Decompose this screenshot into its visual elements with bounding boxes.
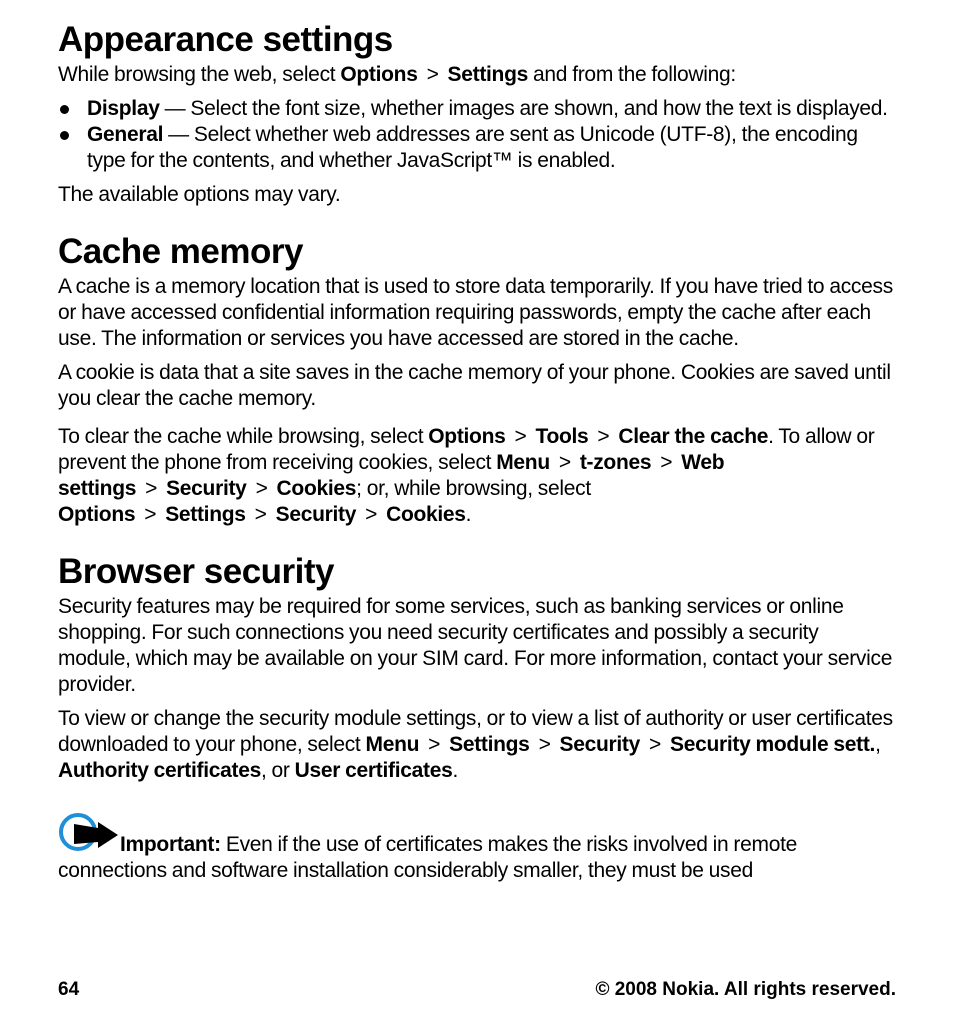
options-label: Options [340,63,418,86]
cache-para-2: A cookie is data that a site saves in the cache memory of your phone. Cookies are saved until you clear the cache memory. [58,361,891,410]
security-para-2: To view or change the security module settings, or to view a list of authority or user certificates downloaded to your phone, select Menu > Settings > Security > Security module sett., Authority certificates, or User certificates. [58,707,893,782]
browser-security-heading: Browser security [58,552,335,591]
manual-page [58,18,896,884]
display-term: Display [87,97,160,120]
cache-para-1: A cache is a memory location that is used to store data temporarily. If you have tried to access or have accessed confidential information requiring passwords, empty the cache after each use. The information or services you have accessed are stored in the cache. [58,275,893,350]
bullet-icon [60,105,69,114]
bullet-icon [60,131,69,140]
cache-memory-heading: Cache memory [58,232,303,271]
appearance-intro: While browsing the web, select Options > Settings and from the following: [58,63,736,86]
important-note: Important: Even if the use of certificates makes the risks involved in remote connections and software installation considerably smaller, they must be used [58,810,896,884]
important-label: Important: [120,833,221,856]
general-term: General [87,123,164,146]
appearance-options-list [58,96,896,174]
path-separator: > [426,63,439,86]
list-item-display: Display — Select the font size, whether images are shown, and how the text is displayed. [58,96,896,122]
list-item-general: General — Select whether web addresses are sent as Unicode (UTF-8), the encoding type for the contents, and whether JavaScript™ is enabled. [58,122,896,174]
settings-label: Settings [447,63,528,86]
copyright-notice: © 2008 Nokia. All rights reserved. [595,979,896,1000]
important-icon [58,810,120,854]
appearance-note: The available options may vary. [58,183,341,206]
page-number: 64 [58,979,80,1000]
page-footer [58,978,896,1002]
cache-para-3: To clear the cache while browsing, select Options > Tools > Clear the cache. To allow or prevent the phone from receiving cookies, select Menu > t-zones > Web settings > Security > Cookies; or, while browsing, select Options > Settings > Security > Cookies. [58,425,875,526]
appearance-settings-heading: Appearance settings [58,20,393,59]
security-para-1: Security features may be required for some services, such as banking services or online shopping. For such connections you need security certificates and possibly a security module, which may be available on your SIM card. For more information, contact your service provider. [58,595,893,696]
